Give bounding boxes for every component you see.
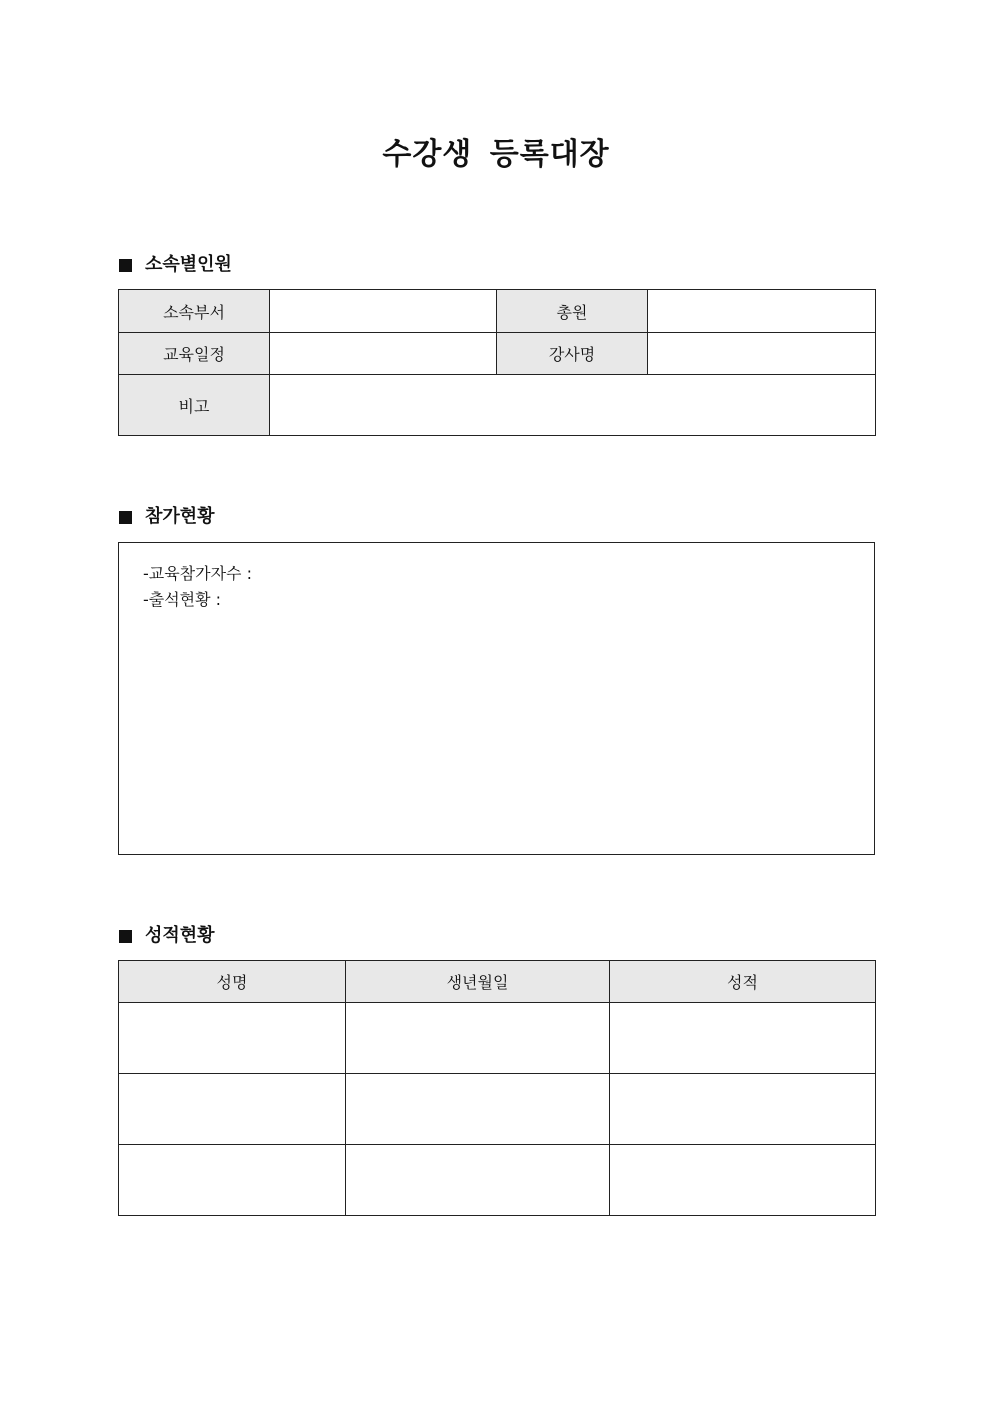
grade-cell[interactable] [610, 1145, 876, 1216]
instructor-field[interactable] [648, 333, 876, 375]
total-count-label: 총원 [497, 290, 648, 333]
table-row [119, 333, 876, 375]
square-bullet-icon [119, 511, 132, 524]
affiliation-table [118, 289, 876, 436]
table-row [119, 1074, 876, 1145]
column-header-name: 성명 [119, 961, 346, 1003]
table-header-row [119, 961, 876, 1003]
birthdate-cell[interactable] [346, 1003, 610, 1074]
section-heading-participation [119, 505, 215, 529]
table-row [119, 1003, 876, 1074]
department-label: 소속부서 [119, 290, 270, 333]
name-cell[interactable] [119, 1003, 346, 1074]
table-row [119, 375, 876, 436]
birthdate-cell[interactable] [346, 1074, 610, 1145]
participation-box[interactable] [118, 542, 875, 855]
grade-cell[interactable] [610, 1074, 876, 1145]
section-heading-affiliation [119, 253, 232, 277]
birthdate-cell[interactable] [346, 1145, 610, 1216]
remarks-field[interactable] [270, 375, 876, 436]
participation-lines [143, 561, 252, 613]
section-heading-label: 참가현황 [145, 506, 215, 527]
square-bullet-icon [119, 259, 132, 272]
name-cell[interactable] [119, 1145, 346, 1216]
instructor-label: 강사명 [497, 333, 648, 375]
total-count-field[interactable] [648, 290, 876, 333]
section-heading-label: 소속별인원 [145, 254, 232, 275]
table-row [119, 290, 876, 333]
attendance-line: -출석현황 : [143, 590, 222, 609]
column-header-birthdate: 생년월일 [346, 961, 610, 1003]
grade-cell[interactable] [610, 1003, 876, 1074]
department-field[interactable] [270, 290, 497, 333]
remarks-label: 비고 [119, 375, 270, 436]
name-cell[interactable] [119, 1074, 346, 1145]
table-row [119, 1145, 876, 1216]
participant-count-line: -교육참가자수 : [143, 564, 252, 583]
schedule-field[interactable] [270, 333, 497, 375]
schedule-label: 교육일정 [119, 333, 270, 375]
section-heading-grades [119, 924, 215, 948]
column-header-grade: 성적 [610, 961, 876, 1003]
page-title: 수강생 등록대장 [382, 137, 610, 172]
grades-table [118, 960, 876, 1216]
section-heading-label: 성적현황 [145, 925, 215, 946]
square-bullet-icon [119, 930, 132, 943]
